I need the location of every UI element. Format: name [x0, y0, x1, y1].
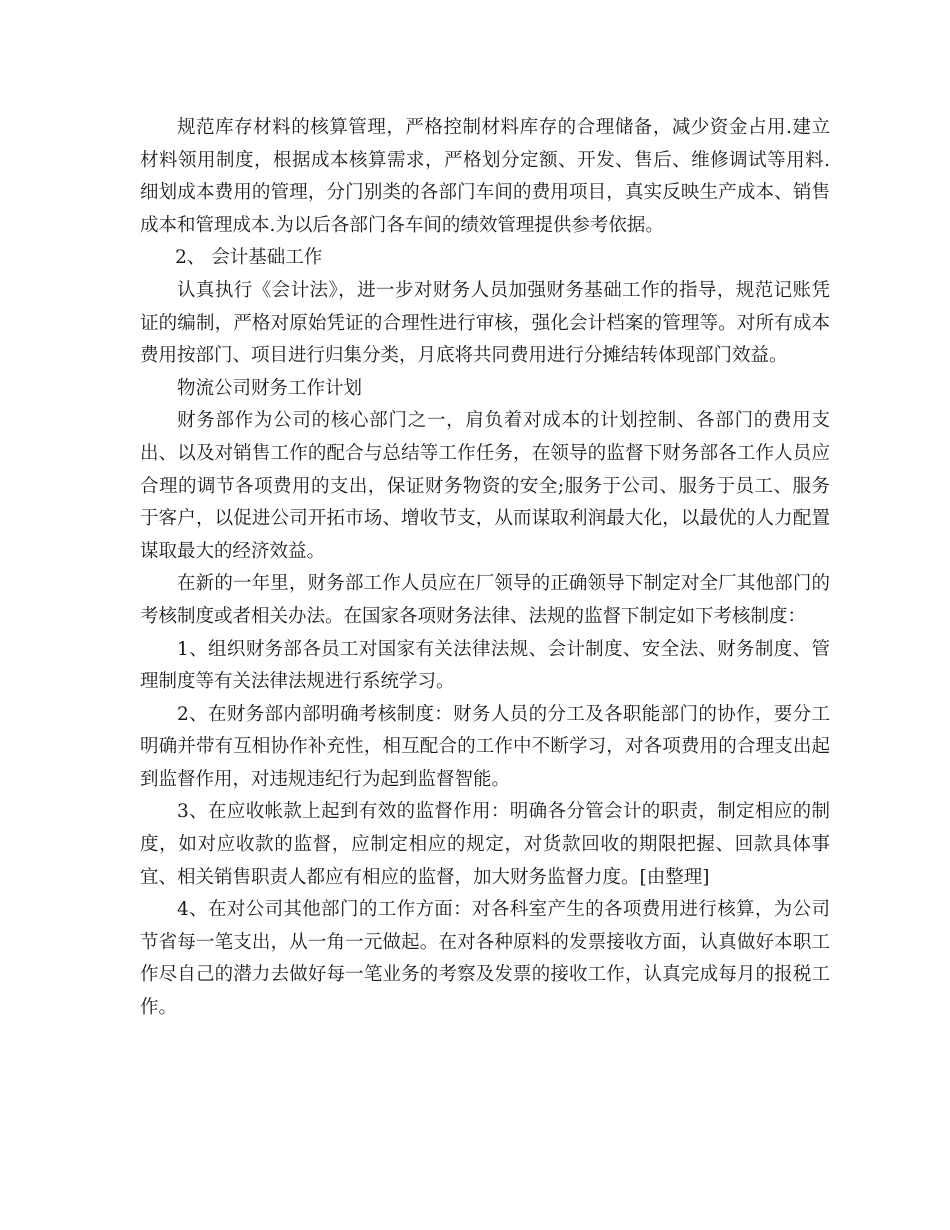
paragraph-accounting-law: 认真执行《会计法》，进一步对财务人员加强财务基础工作的指导，规范记账凭证的编制，严格对原始凭证的合理性进行审核，强化会计档案的管理等。对所有成本费用按部门、项目进行归集分类，月底将共同费用进行分摊结转体现部门效益。 [140, 279, 830, 367]
list-item-3: 3、在应收帐款上起到有效的监督作用：明确各分管会计的职责，制定相应的制度，如对应收款的监督，应制定相应的规定，对货款回收的期限把握、回款具体事宜、相关销售职责人都应有相应的监督，加大财务监督力度。[由整理] [140, 801, 830, 888]
list-item-4: 4、在对公司其他部门的工作方面：对各科室产生的各项费用进行核算，为公司节省每一笔支出，从一角一元做起。在对各种原料的发票接收方面，认真做好本职工作尽自己的潜力去做好每一笔业务的考察及发票的接收工作，认真完成每月的报税工作。 [140, 899, 830, 1019]
paragraph-inventory-management: 规范库存材料的核算管理，严格控制材料库存的合理储备，减少资金占用.建立材料领用制度，根据成本核算需求，严格划分定额、开发、售后、维修调试等用料. 细划成本费用的管理，分门别类的各部门车间的费用项目，真实反映生产成本、销售成本和管理成本.为以后各部门各车间的绩效管理提供参考依据。 [140, 117, 830, 236]
paragraph-new-year-assessment: 在新的一年里，财务部工作人员应在厂领导的正确领导下制定对全厂其他部门的考核制度或者相关办法。在国家各项财务法律、法规的监督下制定如下考核制度： [140, 573, 830, 627]
section-heading-accounting-basics: 2、 会计基础工作 [175, 247, 323, 269]
document-body [140, 112, 830, 1025]
paragraph-finance-department-role: 财务部作为公司的核心部门之一，肩负着对成本的计划控制、各部门的费用支出、以及对销售工作的配合与总结等工作任务，在领导的监督下财务部各工作人员应合理的调节各项费用的支出，保证财务物资的安全;服务于公司、服务于员工、服务于客户，以促进公司开拓市场、增收节支，从而谋取利润最大化，以最优的人力配置谋取最大的经济效益。 [140, 410, 830, 562]
section-heading-logistics-plan: 物流公司财务工作计划 [177, 377, 363, 399]
list-item-2: 2、在财务部内部明确考核制度：财务人员的分工及各职能部门的协作，要分工明确并带有互相协作补充性，相互配合的工作中不断学习，对各项费用的合理支出起到监督作用，对违规违纪行为起到监督智能。 [140, 703, 830, 790]
list-item-1: 1、组织财务部各员工对国家有关法律法规、会计制度、安全法、财务制度、管理制度等有关法律法规进行系统学习。 [140, 638, 830, 693]
